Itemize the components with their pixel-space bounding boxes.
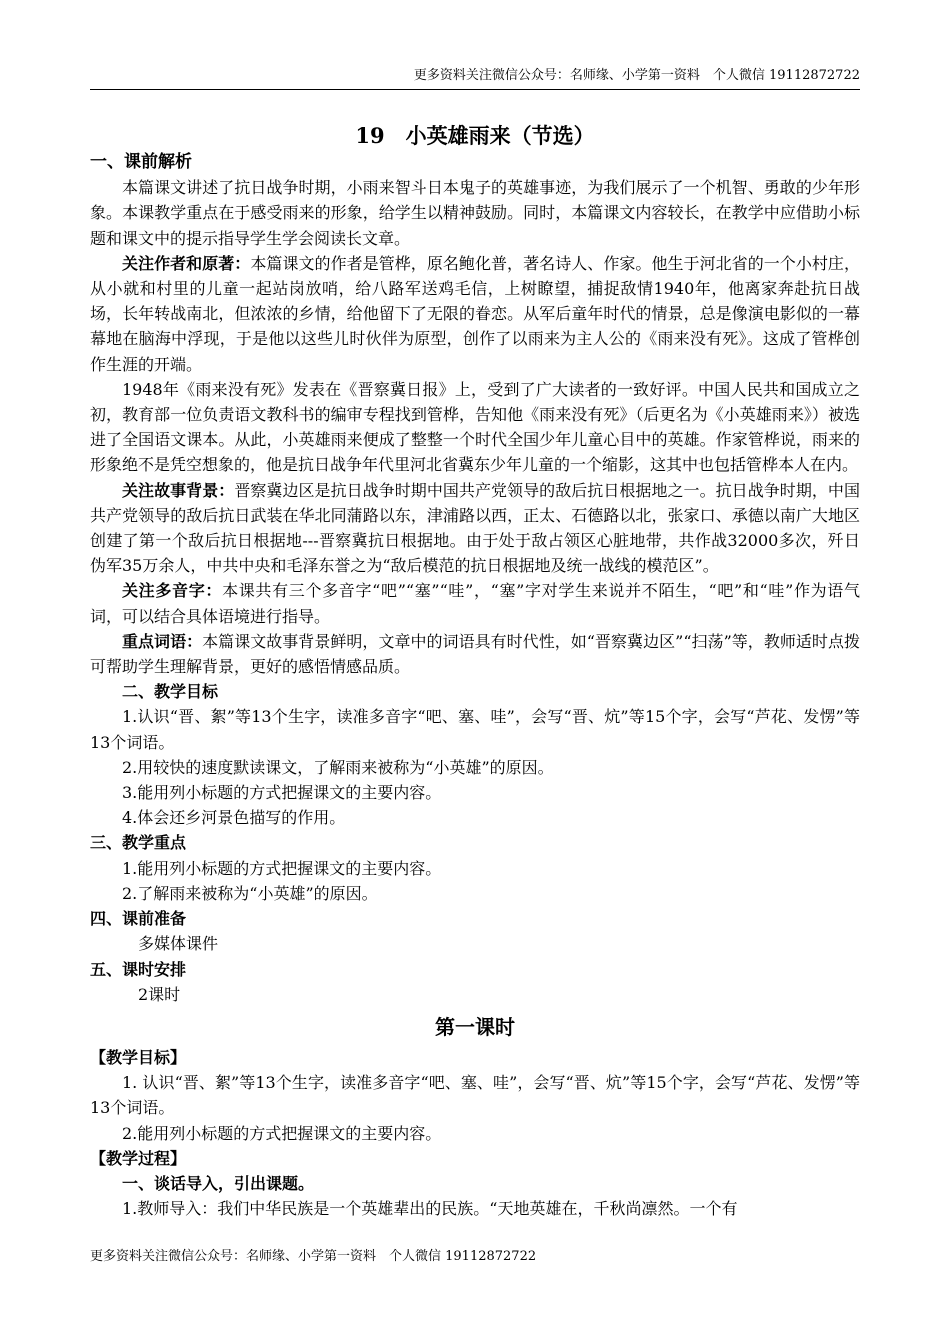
section-heading: 五、课时安排	[90, 959, 187, 979]
key-item: 2.了解雨来被称为“小英雄”的原因。	[122, 883, 378, 903]
paragraph	[90, 478, 860, 579]
paragraph-label: 重点词语：	[122, 631, 203, 651]
section-heading: 四、课前准备	[90, 909, 187, 929]
goal-item: 1.认识“晋、絮”等13个生字，读准多音字“吧、塞、哇”，会写“晋、炕”等15个字，会写“芦花、发愣”等13个词语。	[90, 707, 860, 752]
goal-item: 4.体会还乡河景色描写的作用。	[122, 808, 346, 828]
paragraph: 本篇课文讲述了抗日战争时期，小雨来智斗日本鬼子的英雄事迹，为我们展示了一个机智、勇敢的少年形象。本课教学重点在于感受雨来的形象，给学生以精神鼓励。同时，本篇课文内容较长，在教学中应借助小标题和课文中的提示指导学生学会阅读长文章。	[90, 178, 860, 248]
document-title: 19 小英雄雨来（节选）	[355, 123, 595, 148]
step-text: 1.教师导入：我们中华民族是一个英雄辈出的民族。“天地英雄在，千秋尚凛然。一个有	[122, 1199, 738, 1219]
key-item: 1.能用列小标题的方式把握课文的主要内容。	[122, 858, 442, 878]
paragraph-text: 本篇课文故事背景鲜明，文章中的词语具有时代性，如“晋察冀边区”“扫荡”等，教师适时点拨可帮助学生理解背景，更好的感悟情感品质。	[90, 631, 860, 677]
objective-item: 2.能用列小标题的方式把握课文的主要内容。	[122, 1123, 442, 1143]
prep-text: 多媒体课件	[138, 934, 219, 954]
hours-text: 2课时	[138, 984, 181, 1004]
paragraph	[90, 629, 860, 679]
paragraph-text: 晋察冀边区是抗日战争时期中国共产党领导的敌后抗日根据地之一。抗日战争时期，中国共产党领导的敌后抗日武装在华北同蒲路以东，津浦路以西，正太、石德路以北，张家口、承德以南广大地区创建了第一个敌后抗日根据地---晋察冀抗日根据地。由于处于敌占领区心脏地带，共作战32000多次，歼日伪军35万余人，中共中央和毛泽东誉之为“敌后模范的抗日根据地及统一战线的模范区”。	[90, 480, 860, 576]
page-footer: 更多资料关注微信公众号：名师缘、小学第一资料 个人微信 19112872722	[90, 1249, 537, 1264]
objective-item: 1. 认识“晋、絮”等13个生字，读准多音字“吧、塞、哇”，会写“晋、炕”等15个字，会写“芦花、发愣”等13个词语。	[90, 1073, 860, 1118]
paragraph-label: 关注多音字：	[122, 581, 223, 601]
paragraph	[90, 578, 860, 628]
paragraph-label: 关注作者和原著：	[122, 253, 251, 273]
lesson-title: 第一课时	[435, 1014, 515, 1039]
section-heading: 二、教学目标	[122, 682, 219, 702]
step-heading: 一、谈话导入，引出课题。	[122, 1173, 315, 1193]
paragraph	[90, 251, 860, 377]
paragraph: 1948年《雨来没有死》发表在《晋察冀日报》上，受到了广大读者的一致好评。中国人民共和国成立之初，教育部一位负责语文教科书的编审专程找到管桦，告知他《雨来没有死》（后更名为《小英雄雨来》）被选进了全国语文课本。从此，小英雄雨来便成了整整一个时代全国少年儿童心目中的英雄。作家管桦说，雨来的形象绝不是凭空想象的，他是抗日战争年代里河北省冀东少年儿童的一个缩影，这其中也包括管桦本人在内。	[90, 379, 860, 475]
section-heading: 一、课前解析	[90, 152, 192, 172]
document-body	[90, 150, 860, 1221]
section-heading: 三、教学重点	[90, 833, 187, 853]
page-header: 更多资料关注微信公众号：名师缘、小学第一资料 个人微信 19112872722	[90, 64, 860, 90]
goal-item: 2.用较快的速度默读课文，了解雨来被称为“小英雄”的原因。	[122, 757, 554, 777]
paragraph-text: 本课共有三个多音字“吧”“塞”“哇”，“塞”字对学生来说并不陌生，“吧”和“哇”作为语气词，可以结合具体语境进行指导。	[90, 581, 860, 626]
objectives-heading: 【教学目标】	[90, 1047, 187, 1067]
goal-item: 3.能用列小标题的方式把握课文的主要内容。	[122, 783, 442, 803]
paragraph-label: 关注故事背景：	[122, 480, 235, 500]
paragraph-text: 本篇课文的作者是管桦，原名鲍化普，著名诗人、作家。他生于河北省的一个小村庄，从小就和村里的儿童一起站岗放哨，给八路军送鸡毛信，上树瞭望，捕捉敌情1940年，他离家奔赴抗日战场，长年转战南北，但浓浓的乡情，给他留下了无限的眷恋。从军后童年时代的情景，总是像演电影似的一幕幕地在脑海中浮现，于是他以这些儿时伙伴为原型，创作了以雨来为主人公的《雨来没有死》。这成了管桦创作生涯的开端。	[90, 253, 860, 374]
process-heading: 【教学过程】	[90, 1148, 187, 1168]
